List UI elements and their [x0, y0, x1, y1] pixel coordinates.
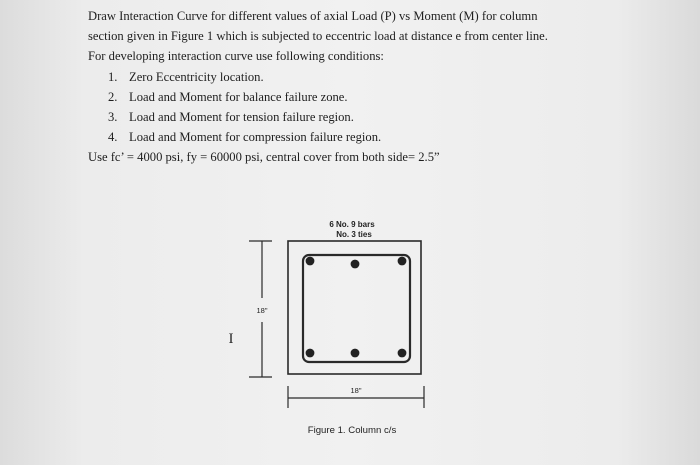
width-dimension-label: 18": [350, 386, 362, 395]
bars-label: 6 No. 9 bars: [329, 220, 375, 229]
condition-text: Load and Moment for tension failure region.: [129, 110, 354, 125]
ties-label: No. 3 ties: [336, 230, 372, 239]
rebar-dot: [398, 257, 407, 266]
height-dimension-label: 18": [256, 306, 268, 315]
intro-line-3: For developing interaction curve use following conditions:: [88, 49, 384, 64]
condition-number: 3.: [108, 110, 118, 125]
section-side-mark: I: [228, 331, 234, 347]
condition-text: Load and Moment for balance failure zone.: [129, 89, 348, 104]
condition-number: 1.: [108, 69, 118, 84]
tie-outline: [303, 255, 410, 362]
intro-line-2: section given in Figure 1 which is subjected to eccentric load at distance e from center line.: [88, 29, 548, 44]
condition-number: 2.: [108, 89, 118, 104]
condition-text: Zero Eccentricity location.: [129, 69, 264, 84]
rebar-dot: [306, 257, 315, 266]
figure-caption: Figure 1. Column c/s: [307, 425, 397, 436]
rebar-dot: [398, 349, 407, 358]
intro-line-1: Draw Interaction Curve for different values of axial Load (P) vs Moment (M) for column: [88, 9, 538, 23]
rebar-dot: [351, 349, 360, 358]
material-properties-line: Use fc’ = 4000 psi, fy = 60000 psi, central cover from both side= 2.5”: [88, 150, 440, 165]
condition-number: 4.: [108, 130, 118, 145]
rebar-dot: [306, 349, 315, 358]
condition-text: Load and Moment for compression failure region.: [129, 130, 382, 145]
rebar-dot: [351, 260, 360, 269]
